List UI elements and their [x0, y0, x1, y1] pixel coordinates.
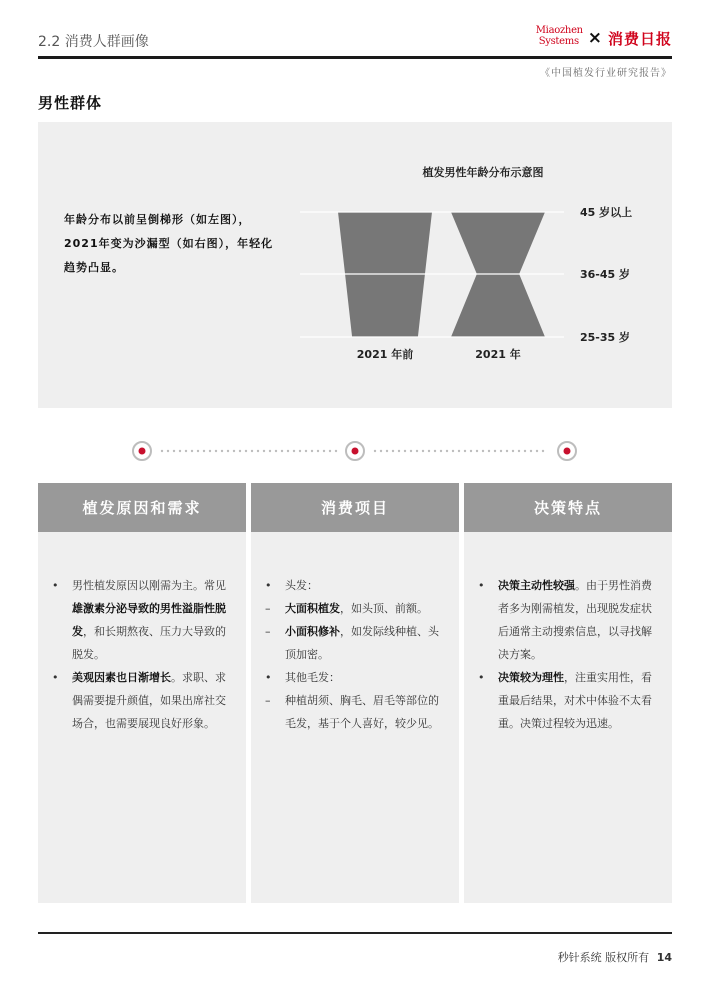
bullet-icon: •: [265, 579, 272, 592]
connector-dot: [311, 450, 313, 452]
connector-dot: [500, 450, 502, 452]
connector-dot: [263, 450, 265, 452]
bullet-icon: •: [52, 579, 59, 592]
connector-dot: [428, 450, 430, 452]
item-text: 。由于男性消费者多为刚需植发，出现脱发症状后通常主动搜索信息，以寻找解决方案。: [498, 579, 652, 661]
column-body: [38, 532, 246, 735]
emphasis-text: 小面积修补: [285, 625, 340, 638]
list-item: [52, 574, 232, 666]
connector-dot: [233, 450, 235, 452]
bullet-icon: •: [478, 671, 485, 684]
connector-dot: [452, 450, 454, 452]
connector-dot: [287, 450, 289, 452]
connector-dot: [446, 450, 448, 452]
list-item: [265, 689, 445, 735]
connector-dot: [374, 450, 376, 452]
page-footer: [558, 949, 672, 965]
panel-description: 年龄分布以前呈倒梯形（如左图），2021年变为沙漏型（如右图），年轻化趋势凸显。: [64, 213, 274, 274]
bullet-icon: •: [265, 671, 272, 684]
cross-mark: ×: [587, 28, 602, 48]
item-text: ，如头顶、前额。: [340, 602, 428, 615]
step-node-dot: [352, 448, 359, 455]
list-item: [265, 666, 445, 689]
connector-dot: [329, 450, 331, 452]
step-indicator: [0, 436, 710, 466]
connector-dot: [410, 450, 412, 452]
step-node-dot: [139, 448, 146, 455]
info-columns: [38, 483, 672, 903]
connector-dot: [161, 450, 163, 452]
connector-dot: [488, 450, 490, 452]
connector-dot: [440, 450, 442, 452]
connector-dot: [293, 450, 295, 452]
connector-dot: [422, 450, 424, 452]
copyright-text: 秒针系统 版权所有: [557, 951, 650, 964]
bullet-icon: •: [478, 579, 485, 592]
connector-dot: [281, 450, 283, 452]
report-subtitle: 《中国植发行业研究报告》: [540, 68, 672, 79]
connector-dot: [404, 450, 406, 452]
connector-dot: [506, 450, 508, 452]
connector-dot: [239, 450, 241, 452]
item-text: 头发：: [285, 579, 318, 592]
block-title: 男性群体: [38, 94, 103, 112]
header-divider: [38, 56, 672, 59]
connector-dot: [179, 450, 181, 452]
page-header: [38, 24, 672, 54]
chart-title: 植发男性年龄分布示意图: [422, 166, 544, 179]
connector-dot: [251, 450, 253, 452]
list-item: [265, 574, 445, 597]
connector-dot: [299, 450, 301, 452]
dash-icon: –: [265, 602, 271, 615]
step-node-dot: [564, 448, 571, 455]
column-body: [251, 532, 459, 735]
connector-dot: [536, 450, 538, 452]
item-text: ，注重实用性，看重最后结果，对术中体验不太看重。决策过程较为迅速。: [498, 671, 652, 730]
emphasis-text: 大面积植发: [285, 602, 340, 615]
page-number: 14: [656, 951, 672, 964]
bullet-icon: •: [52, 671, 59, 684]
column-title: 植发原因和需求: [38, 483, 246, 532]
connector-dot: [203, 450, 205, 452]
column-title: 消费项目: [251, 483, 459, 532]
connector-dot: [458, 450, 460, 452]
connector-dot: [323, 450, 325, 452]
item-text: 种植胡须、胸毛、眉毛等部位的毛发，基于个人喜好，较少见。: [285, 694, 439, 730]
connector-dot: [518, 450, 520, 452]
connector-dot: [335, 450, 337, 452]
age-band-label: 45 岁以上: [580, 206, 633, 219]
column-title: 决策特点: [464, 483, 672, 532]
connector-dot: [197, 450, 199, 452]
connector-dot: [209, 450, 211, 452]
info-column: [38, 483, 246, 903]
emphasis-text: 美观因素也日渐增长: [72, 671, 171, 684]
connector-dot: [482, 450, 484, 452]
connector-dot: [542, 450, 544, 452]
connector-dot: [434, 450, 436, 452]
dash-icon: –: [265, 625, 271, 638]
miaozhen-logo: Miaozhen Systems: [535, 25, 583, 47]
footer-divider: [38, 932, 672, 934]
connector-dot: [269, 450, 271, 452]
list-item: [265, 597, 445, 620]
connector-dot: [530, 450, 532, 452]
connector-dot: [470, 450, 472, 452]
item-text: 男性植发原因以刚需为主。常见: [72, 579, 226, 592]
item-text: ，如发际线种植、头顶加密。: [285, 625, 439, 661]
connector-dot: [227, 450, 229, 452]
emphasis-text: 决策主动性较强: [498, 579, 575, 592]
list-item: [265, 620, 445, 666]
logo-group: [536, 24, 672, 52]
section-title: 2.2 消费人群画像: [38, 34, 149, 50]
age-band-label: 36-45 岁: [580, 268, 631, 281]
age-band-label: 25-35 岁: [580, 331, 631, 344]
connector-dot: [215, 450, 217, 452]
info-column: [251, 483, 459, 903]
connector-dot: [524, 450, 526, 452]
connector-dot: [275, 450, 277, 452]
connector-dot: [257, 450, 259, 452]
item-text: 其他毛发：: [285, 671, 340, 684]
connector-dot: [167, 450, 169, 452]
item-text: ，和长期熬夜、压力大导致的脱发。: [72, 625, 226, 661]
connector-dot: [380, 450, 382, 452]
connector-dot: [317, 450, 319, 452]
connector-dot: [305, 450, 307, 452]
chart-panel: [38, 122, 672, 408]
connector-dot: [173, 450, 175, 452]
connector-dot: [386, 450, 388, 452]
connector-dot: [221, 450, 223, 452]
dash-icon: –: [265, 694, 271, 707]
connector-dot: [185, 450, 187, 452]
xiaofei-ribao-logo: 消费日报: [607, 29, 672, 48]
list-item: [52, 666, 232, 735]
connector-dot: [398, 450, 400, 452]
item-text: 。求职、求偶需要提升颜值，如果出席社交场合，也需要展现良好形象。: [72, 671, 226, 730]
emphasis-text: 决策较为理性: [498, 671, 564, 684]
shape-label: 2021 年前: [356, 348, 414, 361]
list-item: [478, 574, 658, 666]
connector-dot: [512, 450, 514, 452]
age-distribution-chart: [38, 122, 672, 408]
connector-dot: [476, 450, 478, 452]
emphasis-text: 雄激素分泌导致的男性溢脂性脱发: [72, 602, 226, 638]
connector-dot: [464, 450, 466, 452]
shape-label: 2021 年: [475, 348, 521, 361]
connector-dot: [416, 450, 418, 452]
connector-dot: [245, 450, 247, 452]
connector-dot: [494, 450, 496, 452]
connector-dot: [392, 450, 394, 452]
list-item: [478, 666, 658, 735]
connector-dot: [191, 450, 193, 452]
column-body: [464, 532, 672, 735]
info-column: [464, 483, 672, 903]
